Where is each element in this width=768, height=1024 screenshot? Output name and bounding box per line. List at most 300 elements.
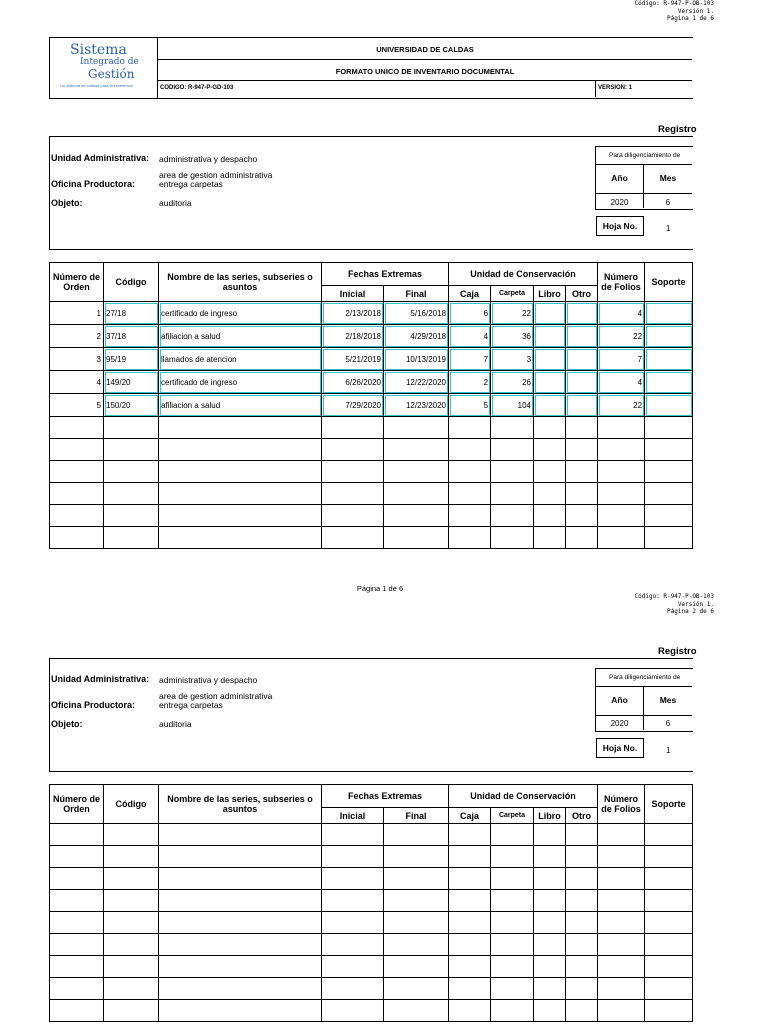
cell-empty — [598, 527, 645, 549]
cell-inicial: 2/18/2018 — [322, 325, 384, 348]
objeto-value: auditoria — [159, 198, 192, 208]
cell-empty — [566, 527, 598, 549]
cell-empty — [50, 527, 104, 549]
cell-final: 12/22/2020 — [384, 371, 449, 394]
cell-empty — [449, 868, 491, 890]
cell-empty — [491, 483, 534, 505]
cell-empty — [449, 912, 491, 934]
col-unidad: Unidad de Conservación — [449, 785, 598, 808]
cell-empty — [645, 846, 693, 868]
cell-n: 5 — [50, 394, 104, 417]
cell-empty — [566, 505, 598, 527]
cell-empty — [598, 846, 645, 868]
cell-codigo: 37/18 — [104, 325, 159, 348]
inventory-rows-page2 — [50, 824, 693, 1022]
cell-empty — [491, 846, 534, 868]
col-otro: Otro — [566, 286, 598, 302]
cell-empty — [104, 1000, 159, 1022]
cell-empty — [104, 956, 159, 978]
cell-empty — [384, 461, 449, 483]
cell-empty — [534, 868, 566, 890]
cell-empty — [566, 394, 598, 417]
cell-empty — [384, 956, 449, 978]
logo-text-integrado: Integrado de — [80, 57, 139, 67]
col-inicial: Inicial — [322, 286, 384, 302]
cell-empty — [566, 978, 598, 1000]
table-row-empty — [50, 956, 693, 978]
cell-empty — [159, 978, 322, 1000]
cell-empty — [449, 956, 491, 978]
cell-empty — [449, 439, 491, 461]
cell-empty — [322, 934, 384, 956]
oficina-label-page2: Oficina Productora: — [51, 700, 136, 710]
table-row-empty — [50, 461, 693, 483]
col-caja: Caja — [449, 286, 491, 302]
col-unidad: Unidad de Conservación — [449, 263, 598, 286]
cell-empty — [645, 978, 693, 1000]
cell-empty — [322, 505, 384, 527]
cell-inicial: 7/29/2020 — [322, 394, 384, 417]
cell-empty — [598, 824, 645, 846]
cell-empty — [566, 483, 598, 505]
cell-empty — [449, 846, 491, 868]
cell-empty — [384, 846, 449, 868]
page1-pagina: Página 1 de 6 — [667, 15, 714, 22]
cell-empty — [50, 461, 104, 483]
mes-label: Mes — [659, 173, 677, 183]
cell-empty — [104, 824, 159, 846]
oficina-value-2: entrega carpetas — [159, 179, 223, 189]
table-row — [50, 371, 693, 394]
cell-empty — [491, 417, 534, 439]
cell-empty — [534, 461, 566, 483]
cell-empty — [449, 505, 491, 527]
cell-folios: 4 — [598, 302, 645, 325]
mes-label-page2: Mes — [659, 695, 677, 705]
oficina-value-1: area de gestion administrativa — [159, 170, 273, 180]
cell-empty — [50, 439, 104, 461]
cell-empty — [645, 890, 693, 912]
col-soporte: Soporte — [645, 263, 693, 302]
col-inicial: Inicial — [322, 808, 384, 824]
registro-label: Registro — [658, 124, 697, 135]
cell-empty — [159, 461, 322, 483]
dilig-label: Para diligenciamiento de — [609, 152, 681, 159]
cell-empty — [449, 824, 491, 846]
page2-version: Versión 1. — [677, 601, 714, 608]
cell-empty — [50, 912, 104, 934]
cell-empty — [159, 868, 322, 890]
inventory-table-page2 — [49, 784, 693, 1022]
col-codigo: Código — [104, 263, 159, 302]
col-nombre: Nombre de las series, subseries o asuntos — [159, 263, 322, 302]
cell-empty — [449, 1000, 491, 1022]
cell-caja: 6 — [449, 302, 491, 325]
col-final: Final — [384, 286, 449, 302]
cell-empty — [645, 439, 693, 461]
cell-empty — [598, 890, 645, 912]
cell-empty — [159, 846, 322, 868]
cell-empty — [50, 934, 104, 956]
cell-inicial: 2/13/2018 — [322, 302, 384, 325]
oficina-label: Oficina Productora: — [51, 179, 136, 189]
table-row — [50, 302, 693, 325]
cell-empty — [598, 868, 645, 890]
hoja-value: 1 — [666, 224, 671, 233]
cell-empty — [322, 1000, 384, 1022]
cell-empty — [534, 483, 566, 505]
cell-nombre: afiliacion a salud — [159, 325, 322, 348]
page1-footer: Página 1 de 6 — [356, 584, 404, 593]
oficina-value-1-page2: area de gestion administrativa — [159, 691, 273, 701]
cell-carpeta: 36 — [491, 325, 534, 348]
cell-empty — [566, 461, 598, 483]
cell-empty — [322, 461, 384, 483]
cell-empty — [384, 868, 449, 890]
cell-final: 5/16/2018 — [384, 302, 449, 325]
cell-empty — [534, 371, 566, 394]
cell-empty — [104, 978, 159, 1000]
cell-empty — [645, 824, 693, 846]
cell-empty — [566, 846, 598, 868]
cell-empty — [566, 890, 598, 912]
objeto-label: Objeto: — [51, 198, 83, 208]
hoja-value-page2: 1 — [666, 746, 671, 755]
cell-empty — [534, 890, 566, 912]
cell-empty — [645, 461, 693, 483]
cell-empty — [384, 505, 449, 527]
dilig-label-page2: Para diligenciamiento de — [609, 674, 681, 681]
cell-empty — [159, 417, 322, 439]
cell-empty — [384, 978, 449, 1000]
cell-empty — [50, 890, 104, 912]
cell-empty — [449, 527, 491, 549]
cell-empty — [449, 890, 491, 912]
cell-empty — [104, 890, 159, 912]
cell-empty — [534, 824, 566, 846]
objeto-label-page2: Objeto: — [51, 719, 83, 729]
col-codigo: Código — [104, 785, 159, 824]
cell-empty — [491, 461, 534, 483]
cell-empty — [566, 824, 598, 846]
cell-empty — [598, 956, 645, 978]
cell-nombre: certificado de ingreso — [159, 371, 322, 394]
cell-empty — [491, 956, 534, 978]
cell-empty — [645, 483, 693, 505]
cell-empty — [598, 439, 645, 461]
table-row-empty — [50, 505, 693, 527]
cell-empty — [534, 348, 566, 371]
cell-empty — [104, 483, 159, 505]
cell-n: 3 — [50, 348, 104, 371]
cell-empty — [384, 417, 449, 439]
cell-empty — [645, 912, 693, 934]
cell-empty — [104, 934, 159, 956]
cell-caja: 2 — [449, 371, 491, 394]
cell-empty — [598, 461, 645, 483]
cell-empty — [384, 1000, 449, 1022]
cell-empty — [159, 956, 322, 978]
col-numero-orden: Número de Orden — [50, 785, 104, 824]
cell-empty — [491, 505, 534, 527]
col-numero-orden: Número de Orden — [50, 263, 104, 302]
page1-codigo: Código: R-947-P-OB-103 — [634, 0, 714, 7]
table-row — [50, 325, 693, 348]
cell-empty — [50, 868, 104, 890]
cell-empty — [598, 934, 645, 956]
unidad-value-page2: administrativa y despacho — [159, 675, 258, 685]
cell-empty — [322, 527, 384, 549]
cell-carpeta: 104 — [491, 394, 534, 417]
cell-empty — [566, 956, 598, 978]
cell-empty — [491, 934, 534, 956]
cell-empty — [159, 1000, 322, 1022]
table-row-empty — [50, 417, 693, 439]
cell-empty — [645, 394, 693, 417]
table-row-empty — [50, 890, 693, 912]
cell-empty — [645, 302, 693, 325]
cell-empty — [322, 483, 384, 505]
cell-empty — [104, 417, 159, 439]
table-row-empty — [50, 934, 693, 956]
logo-text-gestion: Gestión — [88, 67, 135, 81]
cell-empty — [534, 417, 566, 439]
cell-codigo: 150/20 — [104, 394, 159, 417]
format-title: FORMATO UNICO DE INVENTARIO DOCUMENTAL — [335, 67, 515, 76]
cell-folios: 7 — [598, 348, 645, 371]
cell-empty — [534, 846, 566, 868]
cell-codigo: 149/20 — [104, 371, 159, 394]
cell-empty — [159, 505, 322, 527]
cell-empty — [534, 978, 566, 1000]
cell-empty — [566, 868, 598, 890]
cell-empty — [534, 1000, 566, 1022]
cell-empty — [566, 912, 598, 934]
anio-value-page2: 2020 — [610, 719, 629, 728]
anio-value: 2020 — [610, 198, 629, 207]
cell-caja: 5 — [449, 394, 491, 417]
cell-empty — [322, 956, 384, 978]
col-final: Final — [384, 808, 449, 824]
col-caja: Caja — [449, 808, 491, 824]
cell-empty — [384, 912, 449, 934]
cell-empty — [491, 824, 534, 846]
oficina-value-2-page2: entrega carpetas — [159, 700, 223, 710]
table-row-empty — [50, 1000, 693, 1022]
cell-empty — [384, 527, 449, 549]
page1-version: Versión 1. — [677, 8, 714, 15]
mes-value: 6 — [665, 198, 671, 207]
cell-empty — [598, 505, 645, 527]
cell-empty — [384, 934, 449, 956]
cell-empty — [449, 461, 491, 483]
logo-text-sistema: Sistema — [70, 42, 127, 58]
col-folios: Número de Folios — [598, 263, 645, 302]
cell-empty — [159, 824, 322, 846]
col-otro: Otro — [566, 808, 598, 824]
cell-empty — [104, 505, 159, 527]
cell-empty — [384, 824, 449, 846]
sig-logo — [60, 42, 150, 94]
cell-empty — [384, 483, 449, 505]
cell-folios: 4 — [598, 371, 645, 394]
cell-empty — [645, 956, 693, 978]
cell-empty — [104, 439, 159, 461]
cell-empty — [322, 978, 384, 1000]
col-carpeta: Carpeta — [491, 286, 534, 302]
unidad-label: Unidad Administrativa: — [51, 153, 150, 163]
cell-n: 2 — [50, 325, 104, 348]
table-row — [50, 348, 693, 371]
cell-empty — [159, 483, 322, 505]
cell-empty — [645, 505, 693, 527]
col-libro: Libro — [534, 808, 566, 824]
table-row-empty — [50, 824, 693, 846]
cell-empty — [50, 824, 104, 846]
cell-empty — [645, 934, 693, 956]
page2-codigo: Código: R-947-P-OB-103 — [634, 593, 714, 600]
cell-n: 1 — [50, 302, 104, 325]
cell-empty — [491, 1000, 534, 1022]
anio-label: Año — [611, 173, 628, 183]
col-fechas: Fechas Extremas — [322, 785, 449, 808]
unidad-label-page2: Unidad Administrativa: — [51, 674, 150, 684]
cell-empty — [566, 325, 598, 348]
cell-empty — [50, 417, 104, 439]
cell-caja: 7 — [449, 348, 491, 371]
cell-nombre: certificado de ingreso — [159, 302, 322, 325]
cell-folios: 22 — [598, 394, 645, 417]
cell-empty — [566, 348, 598, 371]
cell-empty — [322, 439, 384, 461]
cell-empty — [534, 394, 566, 417]
cell-empty — [598, 483, 645, 505]
cell-empty — [449, 417, 491, 439]
cell-empty — [159, 527, 322, 549]
cell-empty — [491, 890, 534, 912]
col-libro: Libro — [534, 286, 566, 302]
cell-empty — [104, 461, 159, 483]
cell-empty — [104, 912, 159, 934]
cell-empty — [598, 417, 645, 439]
cell-inicial: 5/21/2019 — [322, 348, 384, 371]
cell-empty — [50, 483, 104, 505]
cell-empty — [566, 1000, 598, 1022]
cell-folios: 22 — [598, 325, 645, 348]
col-carpeta: Carpeta — [491, 808, 534, 824]
cell-empty — [322, 890, 384, 912]
cell-empty — [491, 912, 534, 934]
cell-empty — [322, 824, 384, 846]
cell-empty — [50, 505, 104, 527]
cell-empty — [384, 890, 449, 912]
cell-empty — [598, 978, 645, 1000]
col-folios: Número de Folios — [598, 785, 645, 824]
cell-empty — [534, 439, 566, 461]
cell-empty — [534, 527, 566, 549]
table-row-empty — [50, 439, 693, 461]
hoja-label-page2: Hoja No. — [596, 738, 644, 758]
table-row-empty — [50, 978, 693, 1000]
cell-empty — [566, 934, 598, 956]
cell-empty — [645, 325, 693, 348]
cell-carpeta: 22 — [491, 302, 534, 325]
cell-empty — [491, 439, 534, 461]
cell-empty — [159, 439, 322, 461]
table-row-empty — [50, 483, 693, 505]
table-row-empty — [50, 527, 693, 549]
cell-empty — [645, 371, 693, 394]
col-nombre: Nombre de las series, subseries o asuntos — [159, 785, 322, 824]
cell-empty — [449, 978, 491, 1000]
cell-empty — [534, 505, 566, 527]
inventory-rows — [50, 302, 693, 549]
mes-value-page2: 6 — [665, 719, 671, 728]
table-row-empty — [50, 868, 693, 890]
cell-empty — [491, 527, 534, 549]
cell-empty — [50, 1000, 104, 1022]
cell-empty — [384, 439, 449, 461]
format-version: VERSION: 1 — [598, 85, 633, 91]
col-soporte: Soporte — [645, 785, 693, 824]
cell-empty — [50, 846, 104, 868]
cell-final: 4/29/2018 — [384, 325, 449, 348]
university-name: UNIVERSIDAD DE CALDAS — [376, 45, 474, 54]
cell-empty — [645, 868, 693, 890]
cell-empty — [322, 846, 384, 868]
cell-empty — [598, 1000, 645, 1022]
cell-carpeta: 3 — [491, 348, 534, 371]
cell-empty — [645, 417, 693, 439]
cell-inicial: 6/26/2020 — [322, 371, 384, 394]
cell-empty — [566, 417, 598, 439]
cell-final: 12/23/2020 — [384, 394, 449, 417]
registro-label-page2: Registro — [658, 646, 697, 657]
cell-empty — [566, 371, 598, 394]
cell-codigo: 27/18 — [104, 302, 159, 325]
cell-empty — [159, 890, 322, 912]
cell-empty — [322, 417, 384, 439]
cell-carpeta: 26 — [491, 371, 534, 394]
logo-tagline: Un sistema de calidad para la excelencia — [60, 83, 133, 88]
cell-empty — [534, 325, 566, 348]
cell-empty — [534, 912, 566, 934]
objeto-value-page2: auditoria — [159, 719, 192, 729]
cell-empty — [50, 956, 104, 978]
cell-empty — [534, 956, 566, 978]
cell-empty — [645, 527, 693, 549]
anio-label-page2: Año — [611, 695, 628, 705]
cell-empty — [449, 483, 491, 505]
cell-empty — [645, 1000, 693, 1022]
cell-empty — [645, 348, 693, 371]
cell-empty — [491, 868, 534, 890]
cell-empty — [566, 302, 598, 325]
unidad-value: administrativa y despacho — [159, 154, 258, 164]
cell-nombre: afiliacion a salud — [159, 394, 322, 417]
cell-empty — [159, 934, 322, 956]
cell-caja: 4 — [449, 325, 491, 348]
cell-empty — [534, 302, 566, 325]
col-fechas: Fechas Extremas — [322, 263, 449, 286]
cell-empty — [104, 868, 159, 890]
cell-empty — [322, 868, 384, 890]
cell-empty — [566, 439, 598, 461]
cell-empty — [534, 934, 566, 956]
cell-empty — [449, 934, 491, 956]
cell-n: 4 — [50, 371, 104, 394]
hoja-label: Hoja No. — [596, 216, 644, 236]
